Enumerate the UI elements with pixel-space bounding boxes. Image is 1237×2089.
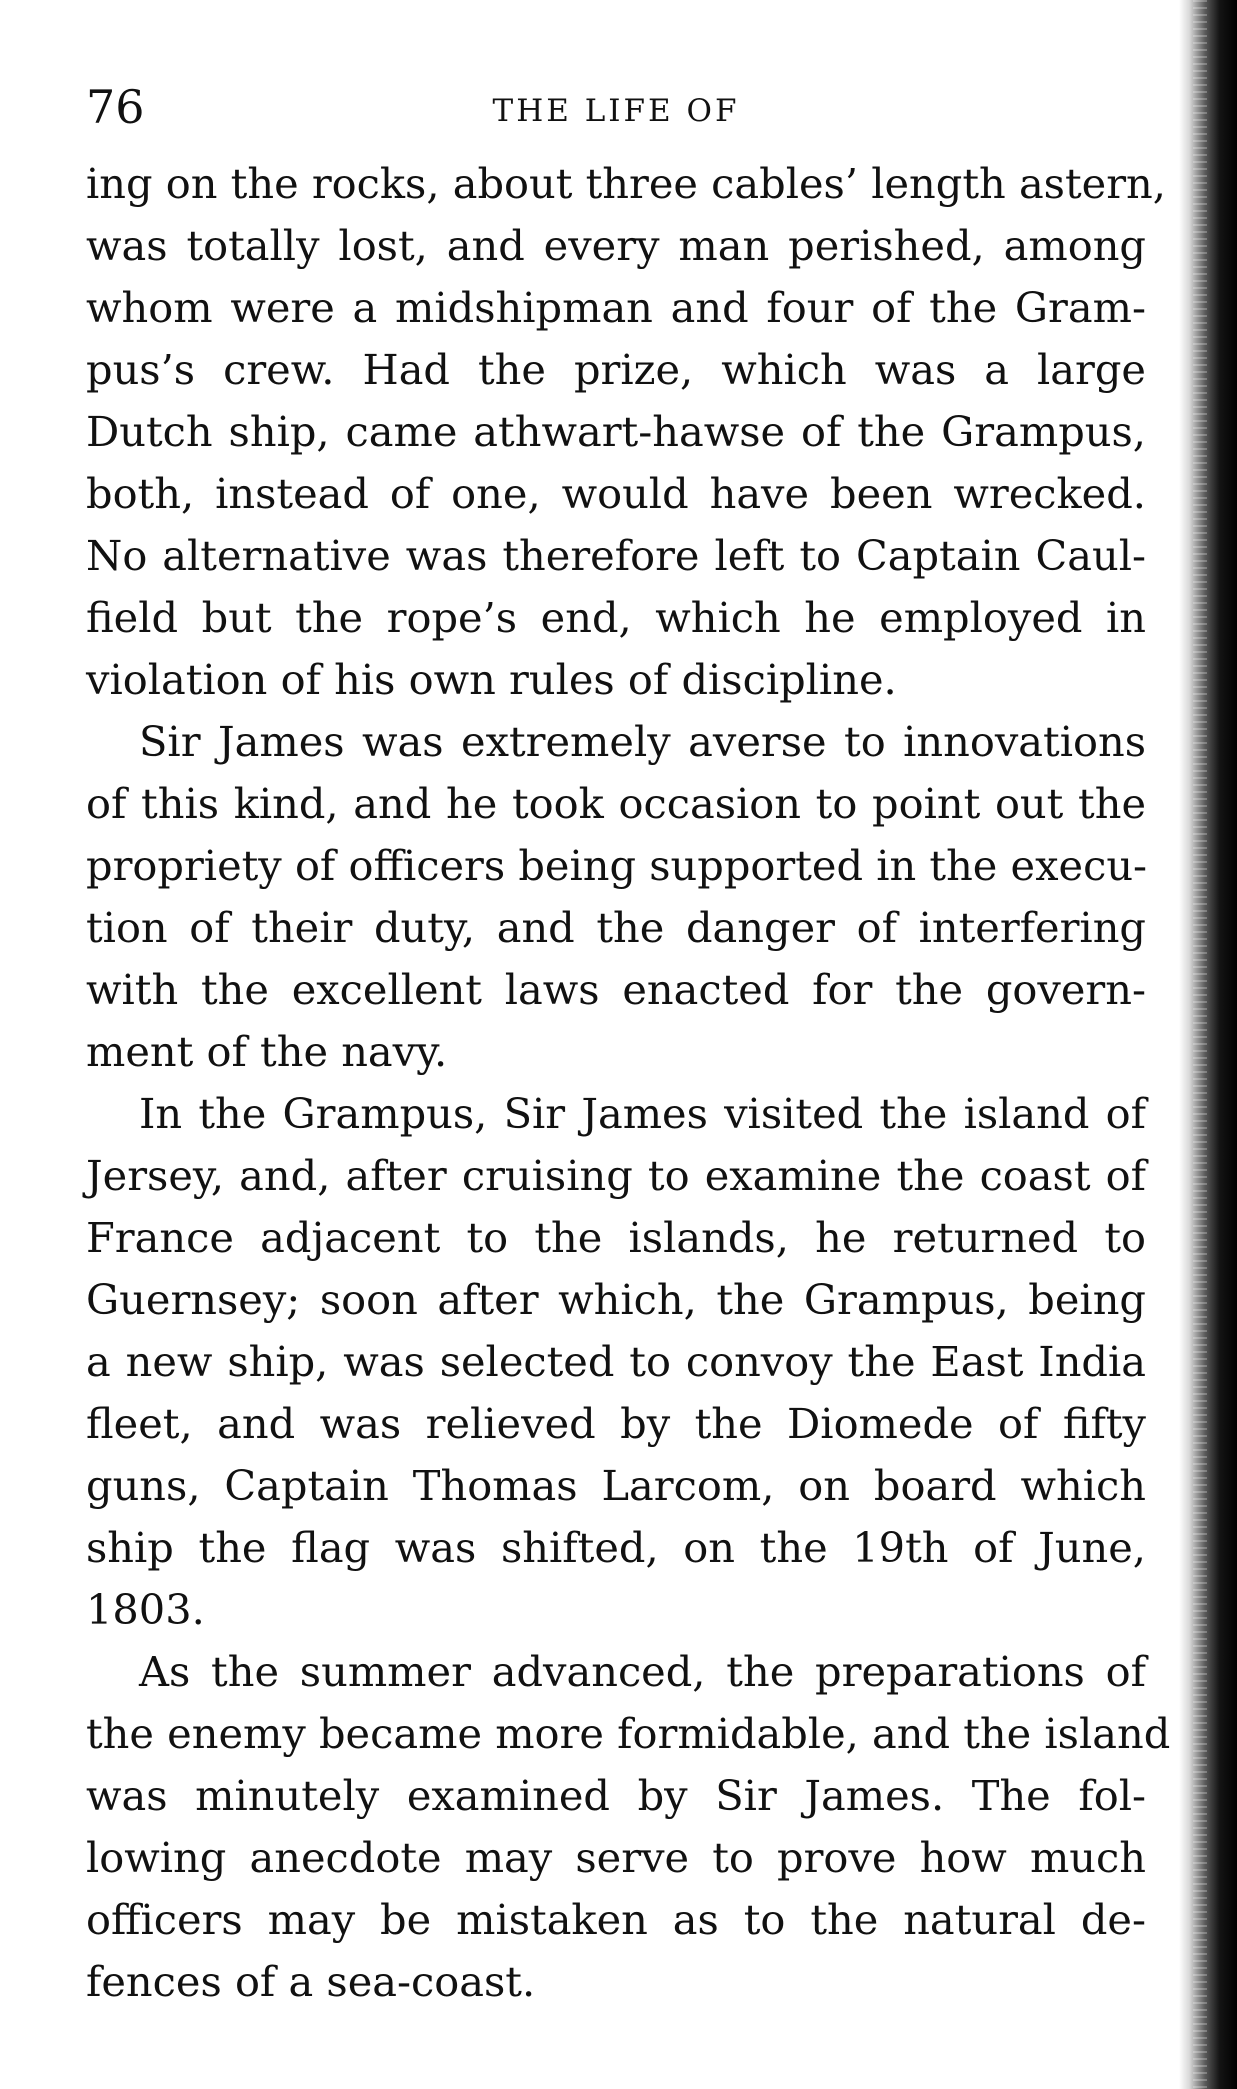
- text-line: the enemy became more formidable, and the island: [86, 1709, 1171, 1758]
- page-edge-shadow: [1179, 0, 1237, 2089]
- page-number: 76: [86, 80, 145, 134]
- running-head: THE LIFE OF: [492, 93, 740, 129]
- text-line: ing on the rocks, about three cables’ length astern,: [86, 159, 1166, 208]
- text-line: a new ship, was selected to convoy the East India: [86, 1337, 1146, 1386]
- text-line: As the summer advanced, the preparations of: [139, 1647, 1146, 1696]
- text-line: fences of a sea-coast.: [86, 1957, 536, 2006]
- page-edge-texture: [1193, 0, 1207, 2089]
- text-line: Dutch ship, came athwart-hawse of the Grampus,: [86, 407, 1146, 456]
- text-line: 1803.: [86, 1585, 205, 1634]
- text-line: In the Grampus, Sir James visited the island of: [139, 1089, 1146, 1138]
- text-line: France adjacent to the islands, he returned to: [86, 1213, 1146, 1262]
- text-line: No alternative was therefore left to Captain Caul-: [86, 531, 1146, 580]
- text-line: of this kind, and he took occasion to point out the: [86, 779, 1146, 828]
- text-line: violation of his own rules of discipline.: [86, 655, 897, 704]
- text-line: Sir James was extremely averse to innovations: [139, 717, 1146, 766]
- text-line: with the excellent laws enacted for the govern-: [86, 965, 1146, 1014]
- text-line: tion of their duty, and the danger of interfering: [86, 903, 1146, 952]
- text-line: pus’s crew. Had the prize, which was a large: [86, 345, 1146, 394]
- text-line: Guernsey; soon after which, the Grampus, being: [86, 1275, 1146, 1324]
- text-line: officers may be mistaken as to the natural de-: [86, 1895, 1146, 1944]
- text-line: lowing anecdote may serve to prove how much: [86, 1833, 1146, 1882]
- text-line: propriety of officers being supported in the execu-: [86, 841, 1148, 890]
- page-header: [86, 72, 1146, 142]
- text-line: ship the flag was shifted, on the 19th of June,: [86, 1523, 1146, 1572]
- text-line: field but the rope’s end, which he employed in: [86, 593, 1146, 642]
- text-line: whom were a midshipman and four of the Gram-: [86, 283, 1146, 332]
- text-line: guns, Captain Thomas Larcom, on board which: [86, 1461, 1146, 1510]
- text-line: was minutely examined by Sir James. The fol-: [86, 1771, 1146, 1820]
- text-line: both, instead of one, would have been wrecked.: [86, 469, 1146, 518]
- text-line: fleet, and was relieved by the Diomede of fifty: [86, 1399, 1146, 1448]
- text-line: Jersey, and, after cruising to examine the coast of: [86, 1151, 1146, 1200]
- text-line: was totally lost, and every man perished, among: [86, 221, 1146, 270]
- body-text: [86, 153, 1171, 2013]
- text-line: ment of the navy.: [86, 1027, 448, 1076]
